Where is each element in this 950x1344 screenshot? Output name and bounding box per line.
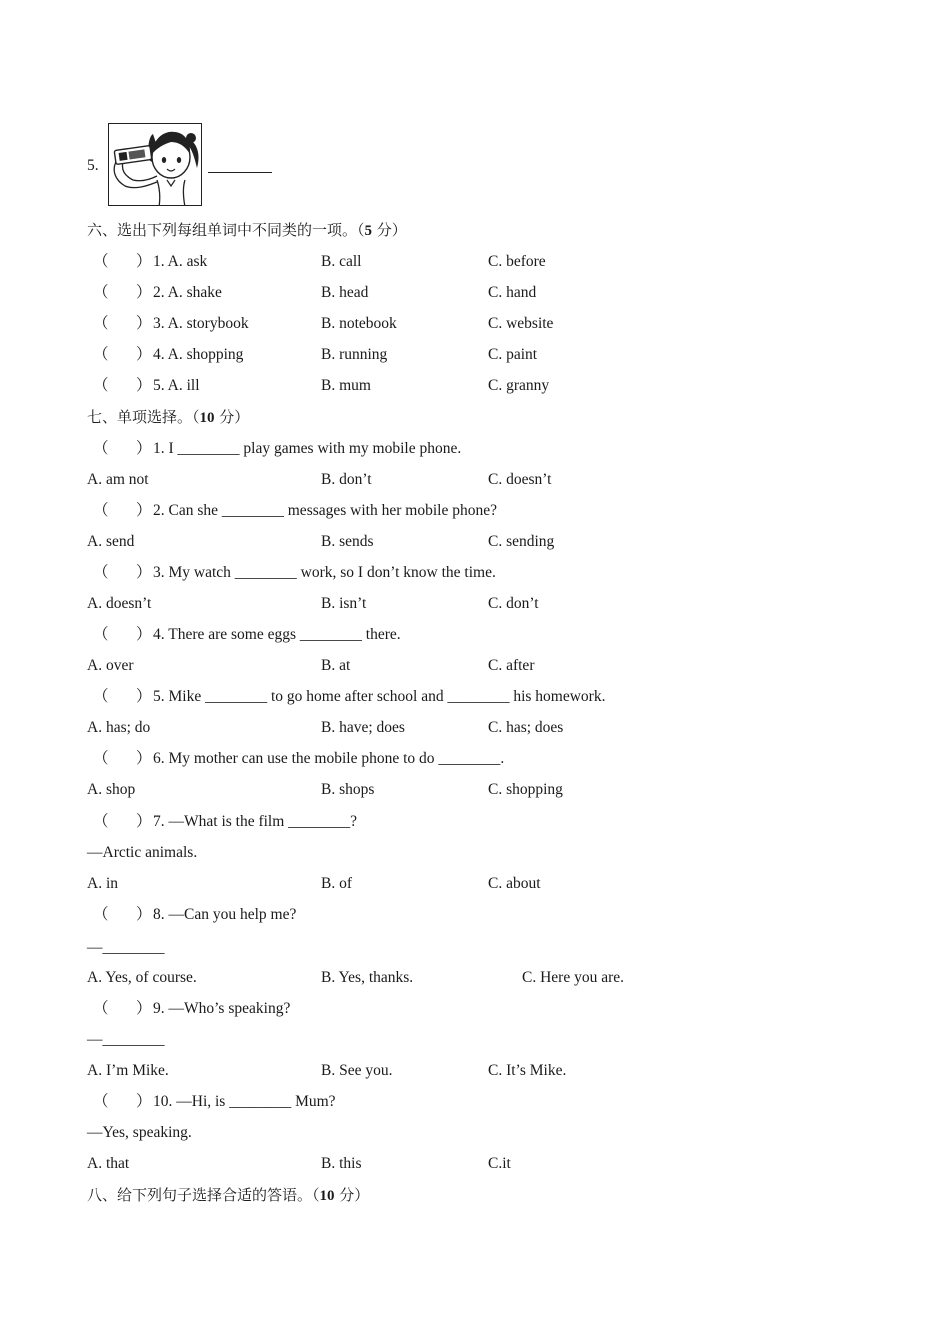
option-b: B. have; does: [321, 719, 405, 736]
answer-paren-close: ）: [136, 813, 152, 830]
section6-heading: 六、选出下列每组单词中不同类的一项。（5 分）: [87, 221, 407, 239]
option-b: B. notebook: [321, 315, 397, 332]
option-b: B. call: [321, 253, 362, 270]
question-text: 6. My mother can use the mobile phone to do ________.: [153, 750, 505, 767]
answer-paren-close: ）: [136, 440, 152, 457]
dialogue-reply-blank: —________: [87, 939, 165, 956]
answer-paren-close: ）: [136, 502, 152, 519]
option-a: 1. A. ask: [153, 253, 208, 270]
answer-paren-open[interactable]: （: [93, 626, 109, 643]
answer-paren-close: ）: [136, 564, 152, 581]
option-b: B. don’t: [321, 471, 372, 488]
answer-paren-open[interactable]: （: [93, 750, 109, 767]
option-a: A. doesn’t: [87, 595, 152, 612]
option-b: B. mum: [321, 377, 371, 394]
answer-paren-close: ）: [136, 284, 152, 301]
option-a: A. that: [87, 1155, 130, 1172]
question-text: 2. Can she ________ messages with her mobile phone?: [153, 502, 497, 519]
answer-paren-close: ）: [136, 253, 152, 270]
option-b: B. at: [321, 657, 351, 674]
answer-paren-open[interactable]: （: [93, 315, 109, 332]
option-a: 4. A. shopping: [153, 346, 244, 363]
question-text: 3. My watch ________ work, so I don’t know the time.: [153, 564, 496, 581]
option-b: B. isn’t: [321, 595, 367, 612]
option-b: B. Yes, thanks.: [321, 969, 414, 986]
answer-paren-open[interactable]: （: [93, 284, 109, 301]
answer-paren-open[interactable]: （: [93, 564, 109, 581]
dialogue-reply: —Arctic animals.: [87, 844, 198, 861]
option-b: B. running: [321, 346, 388, 363]
option-a: 2. A. shake: [153, 284, 222, 301]
option-a: A. in: [87, 875, 118, 892]
option-b: B. of: [321, 875, 352, 892]
option-c: C. after: [488, 657, 535, 674]
option-b: B. sends: [321, 533, 374, 550]
option-a: A. am not: [87, 471, 149, 488]
answer-paren-open[interactable]: （: [93, 253, 109, 270]
option-c: C. before: [488, 253, 546, 270]
option-a: A. over: [87, 657, 134, 674]
answer-paren-close: ）: [136, 626, 152, 643]
dialogue-reply: —Yes, speaking.: [87, 1124, 192, 1141]
option-c: C. It’s Mike.: [488, 1062, 567, 1079]
question-text: 10. —Hi, is ________ Mum?: [153, 1093, 336, 1110]
option-c: C. paint: [488, 346, 538, 363]
option-a: A. has; do: [87, 719, 151, 736]
answer-paren-close: ）: [136, 1093, 152, 1110]
option-c: C. Here you are.: [522, 969, 624, 986]
answer-paren-close: ）: [136, 906, 152, 923]
answer-paren-close: ）: [136, 750, 152, 767]
answer-blank-line: [208, 172, 272, 173]
option-b: B. this: [321, 1155, 362, 1172]
answer-paren-open[interactable]: （: [93, 1000, 109, 1017]
option-a: A. I’m Mike.: [87, 1062, 169, 1079]
question-text: 4. There are some eggs ________ there.: [153, 626, 401, 643]
question-text: 1. I ________ play games with my mobile phone.: [153, 440, 462, 457]
option-c: C. don’t: [488, 595, 539, 612]
option-a: A. send: [87, 533, 135, 550]
option-a: A. Yes, of course.: [87, 969, 197, 986]
option-c: C. sending: [488, 533, 555, 550]
answer-paren-open[interactable]: （: [93, 813, 109, 830]
answer-paren-close: ）: [136, 688, 152, 705]
girl-photo-illustration: [109, 124, 202, 206]
girl-taking-photo-picture: [108, 123, 202, 206]
option-c: C. doesn’t: [488, 471, 552, 488]
option-a: 3. A. storybook: [153, 315, 249, 332]
option-b: B. head: [321, 284, 369, 301]
option-c: C.it: [488, 1155, 511, 1172]
option-c: C. shopping: [488, 781, 563, 798]
answer-paren-open[interactable]: （: [93, 440, 109, 457]
option-a: 5. A. ill: [153, 377, 200, 394]
section7-heading: 七、单项选择。（10 分）: [87, 408, 250, 426]
option-b: B. shops: [321, 781, 375, 798]
question-text: 8. —Can you help me?: [153, 906, 297, 923]
option-c: C. hand: [488, 284, 537, 301]
dialogue-reply-blank: —________: [87, 1031, 165, 1048]
item-number: 5.: [87, 157, 99, 174]
option-c: C. website: [488, 315, 554, 332]
answer-paren-close: ）: [136, 377, 152, 394]
option-c: C. has; does: [488, 719, 564, 736]
option-c: C. about: [488, 875, 541, 892]
section8-heading: 八、给下列句子选择合适的答语。（10 分）: [87, 1186, 370, 1204]
answer-paren-open[interactable]: （: [93, 346, 109, 363]
question-text: 7. —What is the film ________?: [153, 813, 358, 830]
answer-paren-close: ）: [136, 346, 152, 363]
answer-paren-open[interactable]: （: [93, 1093, 109, 1110]
answer-paren-open[interactable]: （: [93, 906, 109, 923]
option-b: B. See you.: [321, 1062, 393, 1079]
answer-paren-open[interactable]: （: [93, 377, 109, 394]
answer-paren-close: ）: [136, 1000, 152, 1017]
answer-paren-open[interactable]: （: [93, 688, 109, 705]
answer-paren-open[interactable]: （: [93, 502, 109, 519]
question-text: 5. Mike ________ to go home after school and ________ his homework.: [153, 688, 606, 705]
question-text: 9. —Who’s speaking?: [153, 1000, 291, 1017]
answer-paren-close: ）: [136, 315, 152, 332]
option-c: C. granny: [488, 377, 550, 394]
option-a: A. shop: [87, 781, 136, 798]
